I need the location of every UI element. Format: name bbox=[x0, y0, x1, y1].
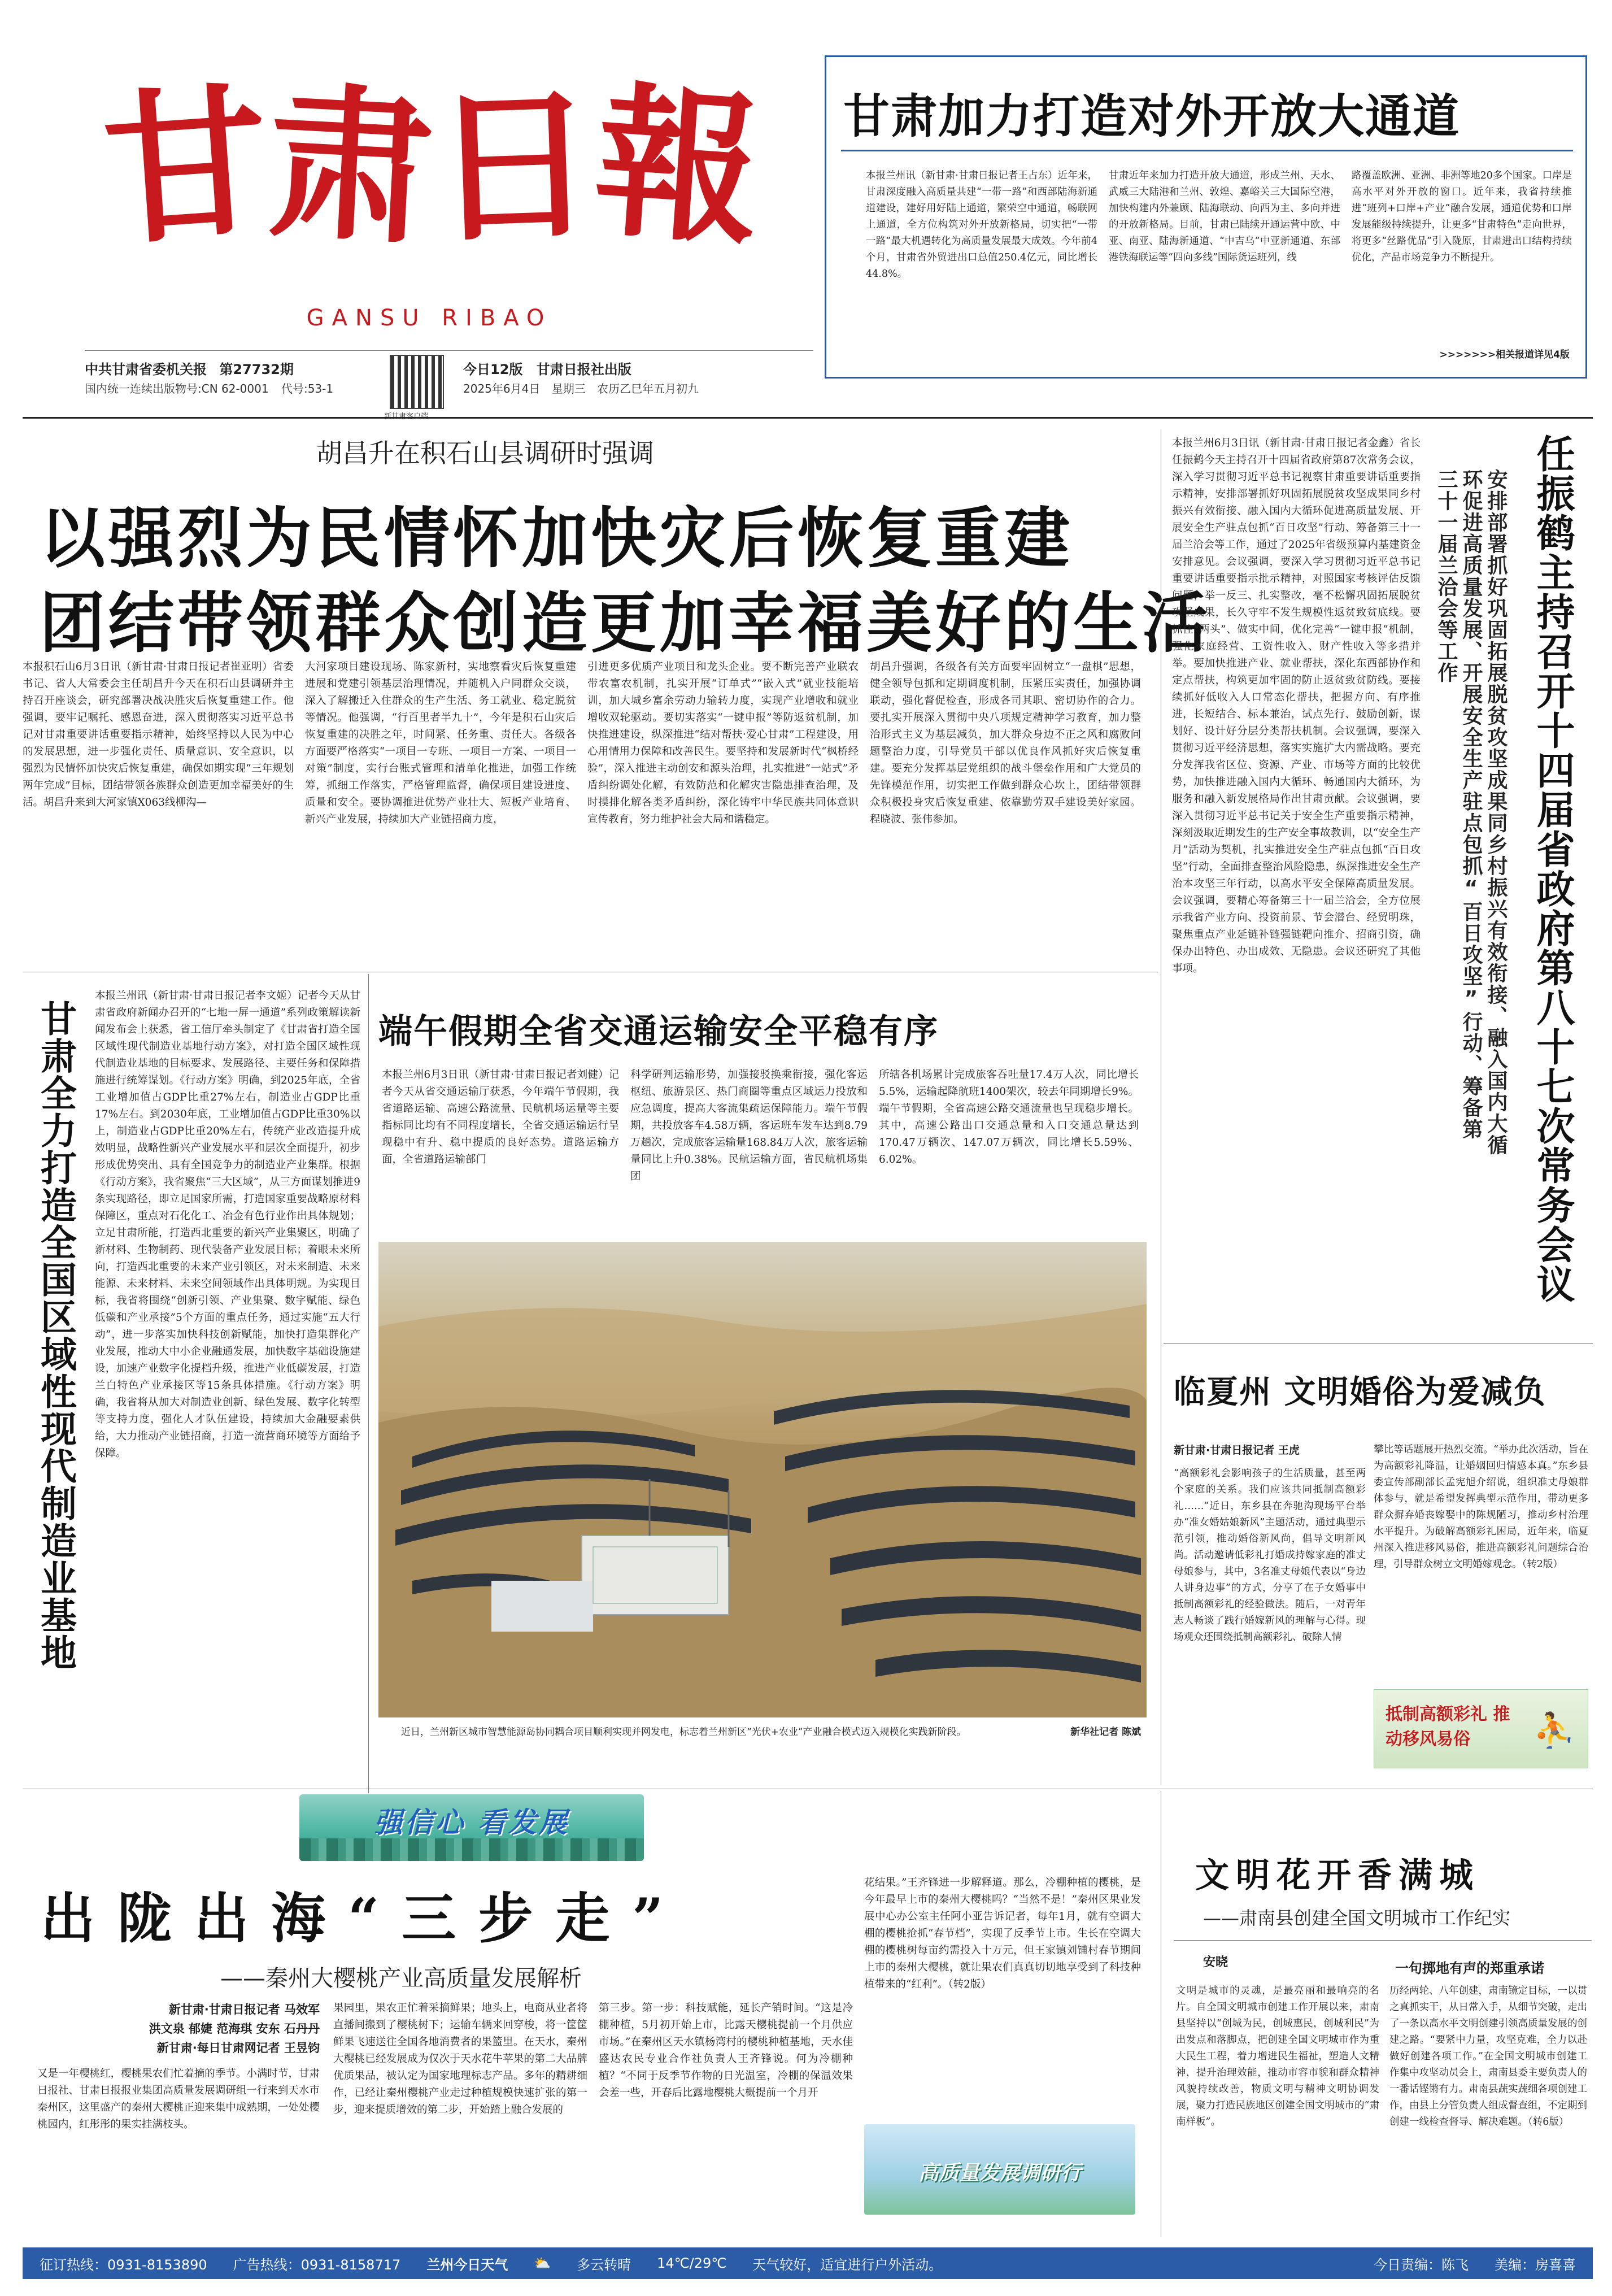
linxia-byline: 新甘肃·甘肃日报记者 王虎 bbox=[1174, 1444, 1300, 1456]
top-story-col2: 甘肃近年来加力打造开放大通道，形成兰州、天水、武威三大陆港和兰州、敦煌、嘉峪关三大国际空港，加快构建内外兼顾、陆海联动、向西为主、多向并进的开放新格局。目前，甘肃已陆续开通运营中欧、中亚、南亚、陆海新通道、“中吉乌”中亚新通道、东部港铁海联运等“四向多线”国际货运班列，线 bbox=[1109, 170, 1340, 263]
lead-col4: 胡昌升强调，各级各有关方面要牢固树立“一盘棋”思想，健全领导包抓和定期调度机制，压紧压实责任，加强协调联动，强化督促检查，形成各司其职、密切协作的合力。要扎实开展深入贯彻中央八项规定精神学习教育，加力整治形式主义为基层减负，加大群众身边不正之风和腐败问题整治力度，引导党员干部以优良作风抓好灾后恢复重建。要充分发挥基层党组织的战斗堡垒作用和广大党员的先锋模范作用，切实把工作做到群众心坎上，团结带领群众积极投身灾后恢复重建、依靠勤劳双手建设美好家园。程晓波、张伟参加。 bbox=[870, 661, 1141, 825]
strong-confidence-banner[interactable] bbox=[299, 1794, 644, 1861]
manufacturing-headline[interactable]: 甘肃全力打造全国区域性现代制造业基地 bbox=[34, 1000, 76, 1671]
meeting-body: 本报兰州6月3日讯（新甘肃·甘肃日报记者金鑫）省长任振鹤今天主持召开十四届省政府第87次常务会议，深入学习贯彻习近平总书记视察甘肃重要讲话重要指示精神，安排部署抓好巩固拓展脱贫攻坚成果同乡村振兴有效衔接、融入国内大循环促进高质量发展、开展安全生产驻点包抓“百日攻坚”行动、筹备第三十一届兰洽会等工作，通过了2025年省级预算内基建资金安排意见。会议强调，要深入学习贯彻习近平总书记重要讲话重要指示批示精神，对照国家考核评估反馈问题，举一反三、扎实整改，毫不松懈巩固拓展脱贫攻坚成果，长久守牢不发生规模性返贫致贫底线。要抓住“两头”、做实中间，优化完善“一键申报”机制，强化家庭经营、工资性收入、财产性收入等多措并举。要加快推进产业、就业帮扶，深化东西部协作和定点帮扶，构筑更加牢固的防止返贫致贫防线。要接续抓好低收入人口常态化帮扶，把握方向、有序推进，长短结合、标本兼治，试点先行、鼓励创新，谋划好、设计好分层分类帮扶机制。会议强调，要深入贯彻习近平经济思想，落实实施扩大内需战略。要充分发挥我省区位、资源、产业、市场等方面的比较优势，加快推进融入国内大循环、畅通国内大循环，为服务和融入新发展格局作出甘肃贡献。会议强调，要深入贯彻习近平总书记关于安全生产重要指示精神，深刻汲取近期发生的生产安全事故教训，以“安全生产月”活动为契机，扎实推进安全生产驻点包抓“百日攻坚”行动，全面排查整治风险隐患，纵深推进安全生产治本攻坚三年行动，以高水平安全保障高质量发展。会议强调，要精心筹备第三十一届兰洽会，全方位展示我省产业方向、投资前景、节会潜台、经贸明珠，聚焦重点产业延链补链强链靶向推介、招商引资，确保办出特色、办出成效、无隐患。会议还研究了其他事项。 bbox=[1172, 437, 1421, 975]
linxia-badge-text: 抵制高额彩礼 推动移风易俗 bbox=[1386, 1704, 1510, 1749]
photo-credit: 新华社记者 陈斌 bbox=[1070, 1727, 1141, 1738]
subscribe-hotline[interactable]: 征订热线：0931-8153890 bbox=[40, 2256, 207, 2273]
pages-line bbox=[463, 358, 631, 378]
lead-col1: 本报积石山6月3日讯（新甘肃·甘肃日报记者崔亚明）省委书记、省人大常委会主任胡昌升今天在积石山县调研并主持召开座谈会，研究部署决战决胜灾后恢复重建工作。他强调，要牢记嘱托、感恩奋进，深入贯彻落实习近平总书记对甘肃重要讲话重要指示精神，始终坚持以人民为中心的发展思想，进一步强化责任、质量意识、安全意识，以强烈为民情怀加快灾后恢复重建，确保如期实现“三年规划两年完成”目标，团结带领各族群众创造更加幸福美好的生活。胡昌升来到大河家镇X063线柳沟— bbox=[23, 661, 294, 808]
meeting-subhead: 安排部署抓好巩固拓展脱贫攻坚成果同乡村振兴有效衔接、融入国内大循环促进高质量发展、开展安全生产驻点包抓“百日攻坚”行动、筹备第三十一届兰洽会等工作 bbox=[1435, 469, 1508, 1156]
wenming-col2: 历经两轮、八年创建，肃南镜定目标，一以贯之真抓实干，从日常入手，从细节突破，走出了一条以高水平文明创建引领高质量发展的创建之路。“要紧中力量，攻坚克难，全力以赴做好创建各项工作。”在全国文明城市创建工作集中攻坚动员会上，肃南县委主要负责人的一番话铿锵有力。肃南县蔬实蔬细各项创建工作，由县上分管负责人组成督查组，不定期到创建一线检查督导、解决难题。（转6版） bbox=[1389, 1985, 1587, 2128]
qr-caption: 新甘肃客户端 bbox=[384, 412, 429, 421]
designer: 美编：房喜喜 bbox=[1495, 2256, 1576, 2273]
cn-line bbox=[85, 380, 333, 396]
lead-headline-1[interactable]: 以强烈为民情怀加快灾后恢复重建 bbox=[40, 501, 1073, 577]
transport-headline[interactable]: 端午假期全省交通运输安全平稳有序 bbox=[378, 1012, 939, 1051]
solar-farm-illustration bbox=[378, 1242, 1147, 1717]
masthead-char: 肃 bbox=[263, 66, 437, 267]
cherry-byline-2: 洪文泉 郁婕 范海琪 安东 石丹丹 bbox=[149, 2022, 320, 2036]
linxia-col1: “高额彩礼会影响孩子的生活质量，甚至两个家庭的关系。我们应该共同抵制高额彩礼……”近日，东乡县在奔驰沟现场平台举办“准女婚姑娘新风”主题活动，通过典型示范引领，推动婚俗新风尚，倡导文明新风尚。活动邀请低彩礼打婚成持嫁家庭的准丈母娘参与，其中，3名准丈母娘代表以“身边人讲身边事”的方式，分享了在子女婚事中抵制高额彩礼的经验做法。随后，一对青年志人畅谈了践行婚嫁新风的理解与心得。现场观众还围绕抵制高额彩礼、破除人情 bbox=[1174, 1468, 1366, 1643]
meeting-headline[interactable]: 任振鹤主持召开十四届省政府第八十七次常务会议 bbox=[1530, 434, 1575, 1304]
footer-bar bbox=[23, 2247, 1593, 2279]
weekday: 星期三 bbox=[551, 382, 586, 395]
page-count: 今日12版 bbox=[463, 362, 523, 377]
masthead-pinyin: GANSU RIBAO bbox=[306, 305, 552, 331]
masthead-char: 報 bbox=[589, 65, 766, 268]
top-story-col3: 路覆盖欧洲、亚洲、非洲等地20多个国家。口岸是高水平对外开放的窗口。近年来，我省持续推进“班列+口岸+产业”融合发展，通道优势和口岸发展能级持续提升，让更多“甘肃特色”走向世界，将更多“丝路优品”引入陇原，甘肃进出口结构持续优化，产品市场竞争力不断提升。 bbox=[1352, 170, 1572, 263]
date-line bbox=[463, 380, 699, 396]
solar-farm-photo[interactable] bbox=[378, 1242, 1147, 1717]
post-code: 代号:53-1 bbox=[281, 382, 334, 395]
masthead-logo bbox=[85, 34, 779, 299]
wenming-subhead: ——肃南县创建全国文明城市工作纪实 bbox=[1203, 1907, 1511, 1929]
cn-number: 国内统一连续出版物号:CN 62-0001 bbox=[85, 382, 269, 395]
temperature: 14℃/29℃ bbox=[657, 2255, 727, 2271]
transport-col2: 科学研判运输形势，加强接驳换乘衔接，强化客运枢纽、旅游景区、热门商圈等重点区域运力投放和应急调度，提高大客流集疏运保障能力。端午节假期，共投放客车4.58万辆，客运班车发车达到8.79万趟次，完成旅客运输量168.84万人次，旅客运输量同比上升0.38%。民航运输方面，省民航机场集团 bbox=[630, 1069, 868, 1182]
city-skyline-icon bbox=[299, 1838, 644, 1861]
lead-kicker: 胡昌升在积石山县调研时强调 bbox=[316, 438, 654, 468]
weather-condition: 多云转晴 bbox=[577, 2256, 631, 2273]
research-badge[interactable] bbox=[864, 2124, 1135, 2215]
masthead-char: 甘 bbox=[98, 65, 275, 268]
related-link[interactable]: >>>>>>>相关报道详见4版 bbox=[1439, 349, 1570, 360]
transport-col1: 本报兰州6月3日讯（新甘肃·甘肃日报记者刘健）记者今天从省交通运输厅获悉，今年端午节假期，我省道路运输、高速公路流量、民航机场运量等主要指标同比均有不同程度增长，全省交通运输运行呈现稳中有升、稳中提质的良好态势。道路运输方面，全省道路运输部门 bbox=[382, 1069, 619, 1166]
cherry-col4: 花结果。”王齐锋进一步解释道。那么，冷棚种植的樱桃，是今年最早上市的秦州大樱桃吗？“当然不是！”秦州区果业发展中心办公室主任阿小亚告诉记者，每年1月，就有空调大棚的樱桃抢抓“春节档”，实现了反季节上市。生长在空调大棚的樱桃树每亩约需投入十万元，但王家镇刘铺村春节期间上市的秦州大樱桃，就让果农们真真切切地享受到了科技种植带来的“红利”。（转2版） bbox=[864, 1877, 1141, 1990]
date: 2025年6月4日 bbox=[463, 382, 541, 395]
lead-headline-2[interactable]: 团结带领群众创造更加幸福美好的生活 bbox=[40, 585, 1211, 662]
research-badge-text: 高质量发展调研行 bbox=[918, 2162, 1081, 2185]
masthead-char: 日 bbox=[429, 68, 599, 266]
qr-code[interactable] bbox=[390, 355, 444, 409]
press: 甘肃日报社出版 bbox=[536, 362, 631, 377]
top-story-col1: 本报兰州讯（新甘肃·甘肃日报记者王占东）近年来，甘肃深度融入高质量共建“一带一路”和西部陆海新通道建设，建好用好陆上通道，繁荣空中通道，畅联网上通道，全方位构筑对外开放新格局，切实把“一带一路”最大机遇转化为高质量发展最大成效。今年前4个月，甘肃省外贸进出口总值250.4亿元，同比增长44.8%。 bbox=[866, 170, 1097, 280]
publisher: 中共甘肃省委机关报 bbox=[85, 362, 207, 377]
linxia-badge bbox=[1374, 1689, 1588, 1768]
cherry-headline[interactable]: 出陇出海“三步走” bbox=[41, 1886, 686, 1950]
weather-icon: ⛅ bbox=[534, 2255, 551, 2271]
publisher-line bbox=[85, 358, 294, 378]
top-story-headline[interactable]: 甘肃加力打造对外开放大通道 bbox=[843, 90, 1461, 144]
wenming-section-2: 一句掷地有声的郑重承诺 bbox=[1395, 1960, 1544, 1976]
wenming-col1: 文明是城市的灵魂，是最亮丽和最响亮的名片。自全国文明城市创建工作开展以来，肃南县坚持以“创城为民，创城惠民，创城利民”为出发点和落脚点，把创建全国文明城市作为重大民生工程，着力增进民生福祉，塑造人文精神，提升治理效能，推动市容市貌和群众精神风貌持续改善，物质文明与精神文明协调发展，聚力打造民族地区创建全国文明城市的“肃南样板”。 bbox=[1176, 1985, 1379, 2128]
cherry-col3: 第三步。第一步：科技赋能，延长产销时间。“这是冷棚种植，5月初开始上市，比露天樱桃提前一个月供应市场。”在秦州区天水镇杨湾村的樱桃种植基地，天水佳盛达农民专业合作社负责人王齐锋说。何为冷棚种植？“不同于反季节作物的日光温室，冷棚的保温效果会差一些，开春后比露地樱桃大概提前一个月开 bbox=[599, 2002, 853, 2099]
cherry-byline-3: 新甘肃·每日甘肃网记者 王昱钧 bbox=[156, 2041, 320, 2055]
weather-label: 兰州今日天气 bbox=[426, 2256, 508, 2273]
transport-col3: 所辖各机场累计完成旅客吞吐量17.4万人次，同比增长5.5%，运输起降航班1400架次，较去年同期增长9%。端午节假期，全省高速公路交通流量也呈现稳步增长。其中，高速公路出口交通总量和入口交通总量达到170.47万辆次、147.07万辆次，同比增长5.59%、6.02%。 bbox=[879, 1069, 1139, 1166]
ad-hotline[interactable]: 广告热线：0931-8158717 bbox=[233, 2256, 401, 2273]
lunar-date: 农历乙巳年五月初九 bbox=[597, 382, 699, 395]
weather-tip: 天气较好，适宜进行户外活动。 bbox=[752, 2256, 943, 2273]
cherry-bylines bbox=[37, 2000, 320, 2058]
cherry-byline-1: 新甘肃·甘肃日报记者 马效军 bbox=[168, 2003, 320, 2016]
cherry-subhead: ——秦州大樱桃产业高质量发展解析 bbox=[220, 1965, 582, 1991]
top-story-box bbox=[825, 55, 1587, 379]
wenming-headline[interactable]: 文明花开香满城 bbox=[1195, 1856, 1480, 1895]
photo-caption-text: 近日，兰州新区城市智慧能源岛协同耦合项目顺利实现并网发电，标志着兰州新区“光伏+农业”产业融合模式迈入规模化实践新阶段。 bbox=[401, 1727, 966, 1738]
masthead bbox=[0, 0, 813, 421]
linxia-headline[interactable]: 临夏州 文明婚俗为爱减负 bbox=[1174, 1373, 1546, 1411]
wenming-section-1: 安晓 bbox=[1203, 1955, 1228, 1969]
cyclist-icon: ⛹ bbox=[1533, 1711, 1575, 1750]
lead-col3: 引进更多优质产业项目和龙头企业。要不断完善产业联农带农富农机制，扎实开展“订单式”“嵌入式”就业技能培训，加大城乡富余劳动力输转力度，实现产业增收和就业增收双轮驱动。要切实落实“一键申报”等防返贫机制，加快推进建设，纵深推进“结对帮扶·爱心甘肃”工程建设，用心用情用力保障和改善民生。要坚持和发展新时代“枫桥经验”，深入推进主动创安和源头治理，扎实推进“一站式”矛盾纠纷调处化解，有效防范和化解灾害隐患排查治理，及时摸排化解各类矛盾纠纷，深化铸牢中华民族共同体意识宣传教育，努力维护社会大局和谐稳定。 bbox=[587, 661, 859, 825]
cherry-col2: 果园里，果农正忙着采摘鲜果；地头上，电商从业者将直播间搬到了樱桃树下；运输车辆来回穿梭，将一筐筐鲜果飞速送往全国各地消费者的果篮里。在天水，秦州大樱桃已经发展成为仅次于天水花牛苹果的第二大品牌优质果品，被认定为国家地理标志产品。多年的精耕细作，已经让秦州樱桃产业走过种植规模快速扩张的第一步，迎来提质增效的第二步，开始踏上融合发展的 bbox=[333, 2002, 587, 2116]
photo-caption bbox=[401, 1724, 1141, 1740]
issue-number: 第27732期 bbox=[219, 362, 294, 377]
manufacturing-body: 本报兰州讯（新甘肃·甘肃日报记者李文姬）记者今天从甘肃省政府新闻办召开的“七地一屏一通道”系列政策解读新闻发布会上获悉，省工信厅牵头制定了《甘肃省打造全国区域性现代制造业基地行动方案》，对打造全国区域性现代制造业基地的目标要求、发展路径、主要任务和保障措施进行统筹谋划。《行动方案》明确，到2025年底，全省工业增加值占GDP比重27%左右，制造业占GDP比重17%左右。到2030年底，工业增加值占GDP比重30%以上，制造业占GDP比重20%左右，传统产业改造提升成效明显，战略性新兴产业发展水平和层次全面提升，初步形成优势突出、具有全国竞争力的制造业产业集群。根据《行动方案》，我省聚焦“三大区域”，从三方面谋划推进9条实现路径，即立足国家所需，打造国家重要战略原材料保障区，重点对石化化工、冶金有色行业作出具体规划；立足甘肃所能，打造西北重要的新兴产业集聚区，明确了新材料、生物制药、现代装备产业发展目标；着眼未来所向，打造西北重要的未来产业引领区，对未来制造、未来能源、未来材料、未来空间领域作出具体明规。为实现目标，我省将围绕“创新引领、产业集聚、数字赋能、绿色低碳和产业承接”5个方面的重点任务，通过实施“五大行动”，进一步落实加快科技创新赋能，加快打造集群化产业发展，推动大中小企业融通发展，加快数字基础设施建设，加速产业数字化提档升级，推进产业低碳发展，打造兰白特色产业承接区等15条具体措施。《行动方案》明确，我省将从加大对制造业创新、绿色发展、数字化转型等支持力度，强化人才队伍建设，持续加大金融要素供给，大力推动产业链招商，打造一流营商环境等方面给予保障。 bbox=[95, 990, 360, 1459]
banner-text: 强信心 看发展 bbox=[374, 1806, 569, 1839]
lead-col2: 大河家项目建设现场、陈家新村，实地察看灾后恢复重建进展和党建引领基层治理情况，并随机入户同群众交谈，深入了解搬迁入住群众的生产生活、务工就业、稳定脱贫等情况。他强调，“行百里者半九十”，今年是积石山灾后恢复重建的决胜之年，时间紧、任务重、责任大。各级各方面要严格落实“一项目一专班、一项目一方案、一项目一对策”制度，实行台账式管理和清单化推进，加强工作统筹，抓细工作落实，严格管理监督，确保项目建设进度、质量和安全。要协调推进优势产业壮大、短板产业培育、新兴产业发展，持续加大产业链招商力度， bbox=[305, 661, 576, 825]
cherry-col1: 又是一年樱桃红，樱桃果农们忙着摘的季节。小满时节，甘肃日报社、甘肃日报报业集团高质量发展调研组一行来到天水市秦州区，这里盛产的秦州大樱桃正迎来集中成熟期，一处处樱桃园内，红彤彤的果实挂满枝头。 bbox=[37, 2068, 320, 2130]
linxia-col2: 攀比等话题展开热烈交流。“举办此次活动，旨在为高额彩礼降温，让婚姻回归情感本真。”东乡县委宣传部副部长孟宪旭介绍说，组织准丈母娘群体参与，就是希望发挥典型示范作用，带动更多群众摒弃婚丧嫁娶中的陈规陋习，推动乡村治理水平提升。为破解高额彩礼困局，近年来，临夏州深入推进移风易俗，推进高额彩礼问题综合治理，引导群众树立文明婚嫁观念。（转2版） bbox=[1374, 1444, 1588, 1570]
editor: 今日责编：陈飞 bbox=[1374, 2256, 1469, 2273]
